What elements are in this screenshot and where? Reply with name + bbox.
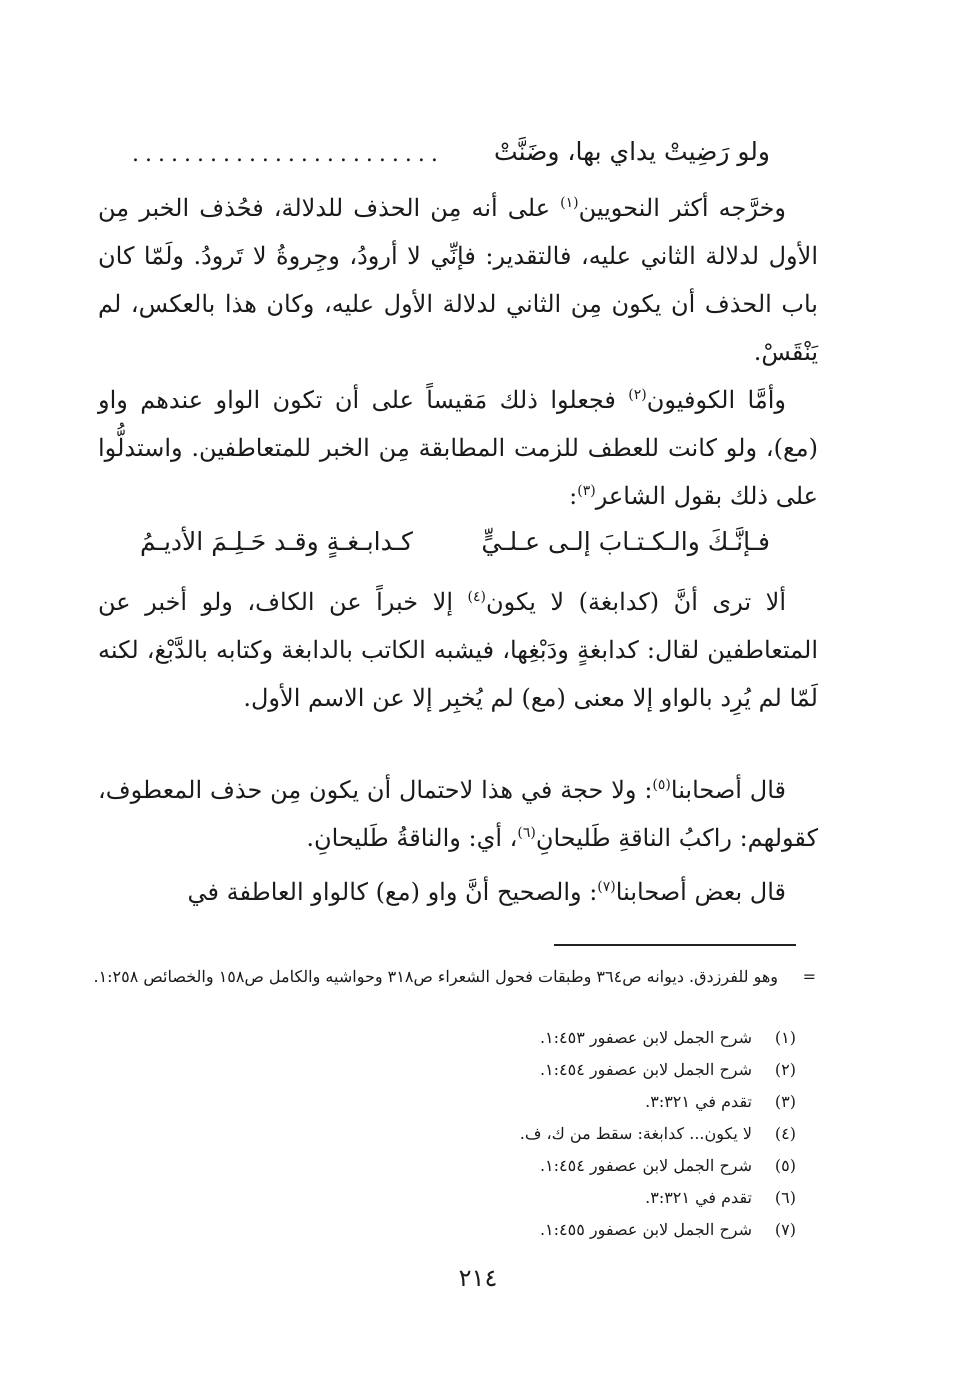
paragraph-1 bbox=[98, 184, 818, 376]
footnote-text: تقدم في ٣:٣٢١. bbox=[645, 1188, 752, 1207]
paragraph-2-text-a: وأمَّا الكوفيون bbox=[646, 386, 786, 414]
footnote-number: (٥) bbox=[774, 1156, 796, 1175]
paragraph-4-text-b: : ولا حجة في هذا لاحتمال أن يكون مِن حذف المعطوف، كقولهم: راكبُ الناقةِ طَليحانِ bbox=[98, 776, 818, 852]
footnote-ref-7[interactable]: (٧) bbox=[597, 879, 616, 895]
footnote-7 bbox=[120, 1214, 796, 1246]
footnote-3 bbox=[120, 1086, 796, 1118]
footnote-number: (٤) bbox=[774, 1124, 796, 1143]
paragraph-2-text-b: فجعلوا ذلك مَقيساً على أن تكون الواو عندهم واو (مع)، ولو كانت للعطف للزمت المطابقة مِن الخبر للمتعاطفين. واستدلُّوا على ذلك بقول الشاعر bbox=[98, 386, 818, 510]
footnote-continuation: وهو للفرزدق. ديوانه ص٣٦٤ وطبقات فحول الشعراء ص٣١٨ وحواشيه والكامل ص١٥٨ والخصائص ١:٢٥٨. bbox=[93, 967, 778, 986]
verse-1-first-hemistich: ولو رَضِيتْ يداي بها، وضَنَّتْ bbox=[494, 137, 770, 166]
paragraph-5-text-b: : والصحيح أنَّ واو (مع) كالواو العاطفة في bbox=[187, 878, 598, 906]
footnote-5 bbox=[120, 1150, 796, 1182]
footnote-text: تقدم في ٣:٣٢١. bbox=[645, 1092, 752, 1111]
verse-2-second-hemistich: كـدابـغـةٍ وقـد حَـلِـمَ الأديـمُ bbox=[140, 527, 413, 556]
footnote-text: شرح الجمل لابن عصفور ١:٤٥٤. bbox=[539, 1156, 752, 1175]
footnote-6 bbox=[120, 1182, 796, 1214]
footnote-text: شرح الجمل لابن عصفور ١:٤٥٥. bbox=[539, 1220, 752, 1239]
paragraph-3 bbox=[98, 578, 818, 722]
footnote-ref-5[interactable]: (٥) bbox=[652, 777, 671, 793]
paragraph-2 bbox=[98, 376, 818, 520]
footnote-ref-1[interactable]: (١) bbox=[560, 195, 579, 211]
footnote-4 bbox=[120, 1118, 796, 1150]
footnote-number: (٧) bbox=[774, 1220, 796, 1239]
footnote-list bbox=[120, 1022, 796, 1246]
footnote-ref-3[interactable]: (٣) bbox=[577, 483, 596, 499]
paragraph-5-text-a: قال بعض أصحابنا bbox=[615, 878, 786, 906]
footnote-number: (١) bbox=[774, 1028, 796, 1047]
footnote-1 bbox=[120, 1022, 796, 1054]
paragraph-3-text-b: إلا خبراً عن الكاف، ولو أخبر عن المتعاطفين لقال: كدابغةٍ ودَبْغِها، فيشبه الكاتب بالدابغة وكتابه بالدَّبْغ، لكنه لَمّا لم يُرِد بالواو إلا معنى (مع) لم يُخبِر إلا عن الاسم الأول. bbox=[98, 588, 818, 712]
footnote-continuation-mark: = bbox=[802, 967, 816, 986]
footnote-number: (٦) bbox=[774, 1188, 796, 1207]
verse-1-omitted-hemistich: ........................ bbox=[132, 142, 444, 167]
footnote-ref-4[interactable]: (٤) bbox=[467, 589, 486, 605]
footnote-2 bbox=[120, 1054, 796, 1086]
paragraph-1-text-b: على أنه مِن الحذف للدلالة، فحُذف الخبر مِن الأول لدلالة الثاني عليه، فالتقدير: فإنِّي لا أرودُ، وجِروةُ لا تَرودُ. ولَمّا كان باب الحذف أن يكون مِن الثاني لدلالة الأول عليه، وكان هذا بالعكس، لم يَنْقَسْ. bbox=[98, 194, 818, 366]
verse-2-first-hemistich: فـإنَّـكَ والـكـتـابَ إلـى عـلـيٍّ bbox=[481, 527, 770, 556]
footnote-text: شرح الجمل لابن عصفور ١:٤٥٣. bbox=[539, 1028, 752, 1047]
footnote-number: (٢) bbox=[774, 1060, 796, 1079]
footnote-text: لا يكون... كدابغة: سقط من ك، ف. bbox=[519, 1124, 752, 1143]
footnote-number: (٣) bbox=[774, 1092, 796, 1111]
paragraph-4-text-a: قال أصحابنا bbox=[670, 776, 787, 804]
paragraph-5 bbox=[98, 868, 818, 916]
paragraph-4-text-c: ، أي: والناقةُ طَليحانِ. bbox=[306, 824, 518, 852]
paragraph-2-text-c: : bbox=[569, 482, 578, 510]
paragraph-1-text-a: وخرَّجه أكثر النحويين bbox=[578, 194, 786, 222]
footnote-text: شرح الجمل لابن عصفور ١:٤٥٤. bbox=[539, 1060, 752, 1079]
footnote-divider bbox=[554, 944, 796, 946]
paragraph-4 bbox=[98, 766, 818, 862]
paragraph-3-text-a: ألا ترى أنَّ (كدابغة) لا يكون bbox=[485, 588, 786, 616]
footnote-ref-2[interactable]: (٢) bbox=[628, 387, 647, 403]
footnote-ref-6[interactable]: (٦) bbox=[517, 825, 536, 841]
page-number: ٢١٤ bbox=[458, 1264, 498, 1292]
